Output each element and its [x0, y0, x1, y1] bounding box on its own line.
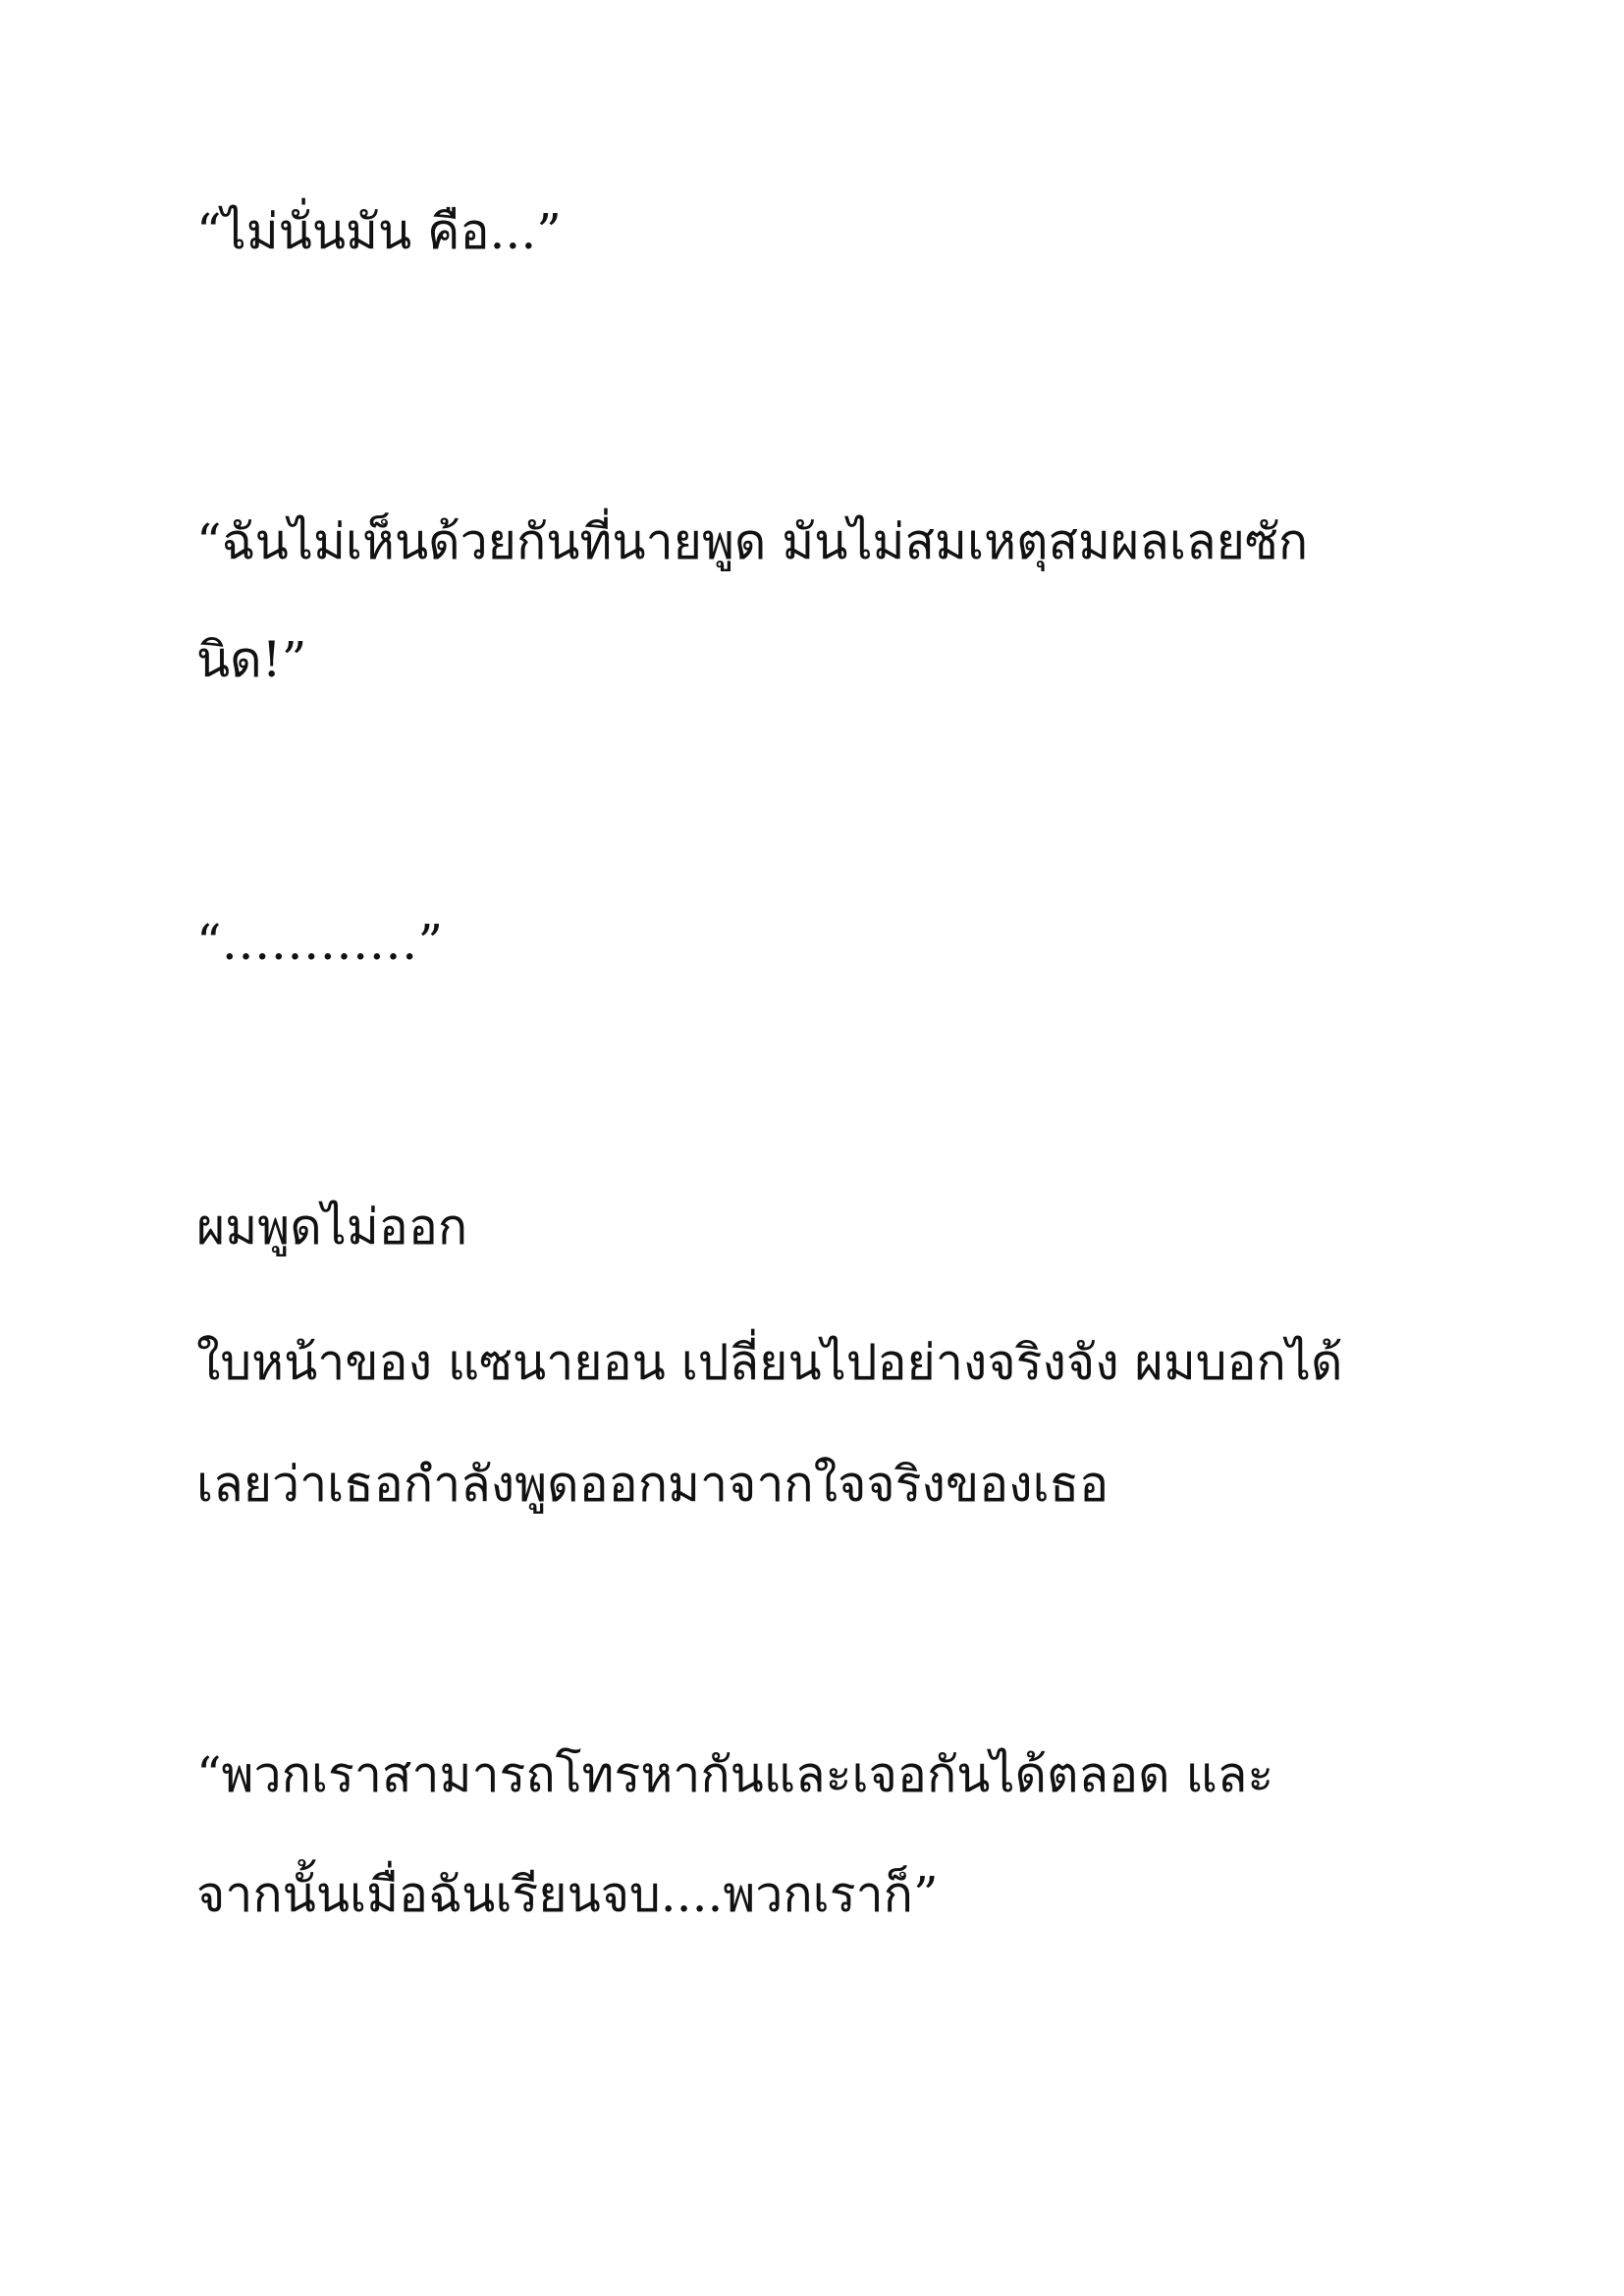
- dialogue-line: “ไม่นั่นมัน คือ...”: [196, 203, 562, 260]
- narration-line: ใบหน้าของ แซนายอน เปลี่ยนไปอย่างจริงจัง ผมบอกได้: [196, 1334, 1343, 1391]
- dialogue-line: “…………”: [196, 914, 444, 971]
- narration-line: ผมพูดไม่ออก: [196, 1199, 468, 1255]
- dialogue-line: “พวกเราสามารถโทรหากันและเจอกันได้ตลอด และ: [196, 1746, 1274, 1803]
- dialogue-line: จากนั้นเมื่อฉันเรียนจบ....พวกเราก็”: [196, 1866, 939, 1923]
- dialogue-line: นิด!”: [196, 631, 307, 688]
- narration-line: เลยว่าเธอกำลังพูดออกมาจากใจจริงของเธอ: [196, 1456, 1110, 1513]
- dialogue-line: “ฉันไม่เห็นด้วยกันที่นายพูด มันไม่สมเหตุสมผลเลยซัก: [196, 513, 1309, 570]
